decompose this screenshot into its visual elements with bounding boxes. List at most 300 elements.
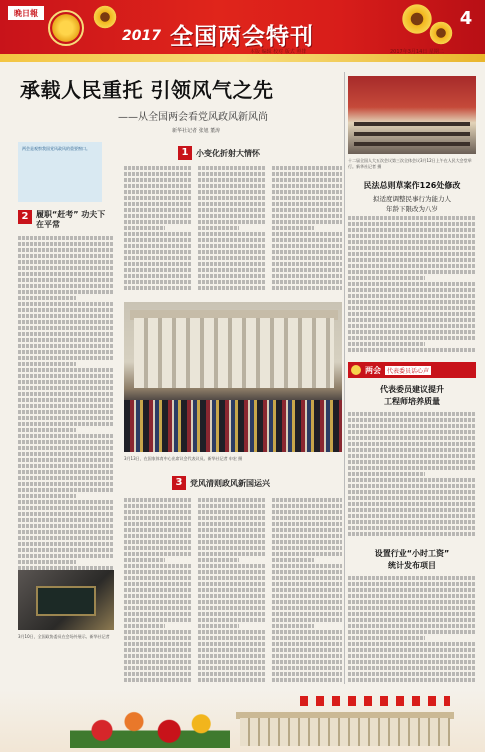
text-line xyxy=(198,522,266,526)
text-line xyxy=(198,606,266,610)
text-line xyxy=(18,560,76,564)
text-line xyxy=(124,594,192,598)
text-line xyxy=(124,196,192,200)
text-line xyxy=(348,576,476,580)
text-line xyxy=(272,600,342,604)
text-line xyxy=(198,268,266,272)
text-line xyxy=(18,326,114,330)
section-title: 小变化折射大情怀 xyxy=(196,148,260,158)
text-line xyxy=(198,256,266,260)
text-line xyxy=(348,660,476,664)
body-text-column xyxy=(348,576,476,686)
text-line xyxy=(348,672,476,676)
text-line xyxy=(198,498,266,502)
text-line xyxy=(124,552,192,556)
text-line xyxy=(18,470,114,474)
text-line xyxy=(348,424,476,428)
text-line xyxy=(18,500,114,504)
text-line xyxy=(18,398,114,402)
text-line xyxy=(18,302,114,306)
text-line xyxy=(198,678,266,682)
text-line xyxy=(272,576,342,580)
text-line xyxy=(18,254,114,258)
text-line xyxy=(18,392,114,396)
text-line xyxy=(18,368,114,372)
section-2-head xyxy=(18,210,106,230)
text-line xyxy=(198,190,266,194)
building-colonnade xyxy=(134,318,334,388)
national-emblem-icon xyxy=(48,10,84,46)
text-line xyxy=(348,336,476,340)
text-line xyxy=(124,558,165,562)
story-headline: 代表委员建议提升 xyxy=(380,385,444,394)
text-line xyxy=(272,534,342,538)
text-line xyxy=(198,214,266,218)
story-headline: 设置行业“小时工资” xyxy=(374,549,450,558)
text-line xyxy=(348,436,476,440)
text-line xyxy=(272,178,342,182)
text-line xyxy=(198,612,266,616)
text-line xyxy=(348,228,476,232)
text-line xyxy=(348,588,476,592)
great-hall-building xyxy=(240,718,450,746)
story-headline: 民法总则草案作126处修改 xyxy=(363,181,461,190)
text-line xyxy=(272,528,342,532)
text-line xyxy=(348,666,476,670)
text-line xyxy=(348,472,425,476)
text-line xyxy=(18,440,114,444)
text-line xyxy=(272,570,342,574)
text-line xyxy=(272,540,342,544)
text-line xyxy=(18,296,76,300)
text-line xyxy=(18,290,114,294)
text-line xyxy=(124,190,192,194)
body-text-column xyxy=(198,498,266,684)
text-line xyxy=(198,672,266,676)
delegate-crowd xyxy=(124,400,342,452)
article-subhead: ——从全国两会看党风政风新风尚 xyxy=(118,112,268,123)
section-number: 2 xyxy=(18,210,32,224)
text-line xyxy=(272,516,342,520)
text-line xyxy=(348,502,476,506)
footer-artwork xyxy=(0,690,485,752)
text-line xyxy=(198,178,266,182)
text-line xyxy=(198,244,266,248)
text-line xyxy=(198,516,266,520)
text-line xyxy=(124,280,192,284)
text-line xyxy=(124,606,192,610)
article-byline: 新华社记者 张旭 董涛 xyxy=(172,128,221,134)
text-line xyxy=(272,660,342,664)
text-line xyxy=(124,238,192,242)
text-line xyxy=(348,636,425,640)
seat-row xyxy=(354,132,470,136)
text-line xyxy=(124,618,192,622)
text-line xyxy=(18,518,114,522)
text-line xyxy=(198,600,266,604)
lianghui-tag: 代表委员话心声 xyxy=(387,367,430,375)
text-line xyxy=(348,478,476,482)
seat-row xyxy=(354,122,470,126)
page-number: 4 xyxy=(459,8,473,29)
text-line xyxy=(348,618,476,622)
lead-text: 两会是观察我国党风政风的重要窗口。 xyxy=(22,146,90,151)
session-photo xyxy=(348,76,476,154)
text-line xyxy=(124,504,192,508)
text-line xyxy=(198,654,266,658)
text-line xyxy=(272,630,342,634)
text-line xyxy=(272,190,342,194)
text-line xyxy=(348,330,476,334)
text-line xyxy=(124,208,192,212)
text-line xyxy=(18,344,114,348)
lianghui-label: 两会 xyxy=(365,365,381,375)
text-line xyxy=(348,222,476,226)
text-line xyxy=(18,404,114,408)
text-line xyxy=(348,654,476,658)
text-line xyxy=(18,446,114,450)
text-line xyxy=(272,250,342,254)
banner-stripe xyxy=(0,54,485,62)
text-line xyxy=(348,496,476,500)
text-line xyxy=(198,618,266,622)
text-line xyxy=(124,546,192,550)
text-line xyxy=(198,286,266,290)
text-line xyxy=(18,482,114,486)
text-line xyxy=(272,504,342,508)
text-line xyxy=(124,220,192,224)
text-line xyxy=(348,648,476,652)
text-line xyxy=(18,488,114,492)
text-line xyxy=(124,624,165,628)
text-line xyxy=(124,600,192,604)
text-line xyxy=(272,196,342,200)
text-line xyxy=(18,512,114,516)
text-line xyxy=(272,612,342,616)
text-line xyxy=(124,244,192,248)
text-line xyxy=(18,506,114,510)
text-line xyxy=(272,268,342,272)
text-line xyxy=(272,588,342,592)
text-line xyxy=(18,356,114,360)
text-line xyxy=(18,476,114,480)
text-line xyxy=(198,564,266,568)
text-line xyxy=(18,380,114,384)
body-text-column xyxy=(272,166,342,296)
text-line xyxy=(124,178,192,182)
text-line xyxy=(124,184,192,188)
text-line xyxy=(348,288,476,292)
text-line xyxy=(124,576,192,580)
text-line xyxy=(124,286,192,290)
text-line xyxy=(348,348,476,352)
text-line xyxy=(124,232,192,236)
text-line xyxy=(18,428,76,432)
text-line xyxy=(198,274,266,278)
text-line xyxy=(272,262,342,266)
text-line xyxy=(198,232,266,236)
text-line xyxy=(124,534,192,538)
text-line xyxy=(272,498,342,502)
text-line xyxy=(348,624,476,628)
text-line xyxy=(348,442,476,446)
story-headline: 统计发布项目 xyxy=(388,561,436,570)
text-line xyxy=(272,166,342,170)
text-line xyxy=(348,318,476,322)
section-line: 本版 编辑 校对 版式 照排 xyxy=(250,49,307,55)
text-line xyxy=(348,606,476,610)
text-line xyxy=(18,434,114,438)
body-text-column xyxy=(348,412,476,540)
text-line xyxy=(348,532,476,536)
text-line xyxy=(272,594,342,598)
text-line xyxy=(124,570,192,574)
text-line xyxy=(272,636,342,640)
text-line xyxy=(272,624,314,628)
text-line xyxy=(272,654,342,658)
section-number: 1 xyxy=(178,146,192,160)
text-line xyxy=(272,208,342,212)
text-line xyxy=(348,454,476,458)
text-line xyxy=(18,278,114,282)
text-line xyxy=(124,268,192,272)
lianghui-section-bar xyxy=(348,362,476,378)
text-line xyxy=(198,660,266,664)
lianghui-logo-icon xyxy=(351,365,361,375)
section-title: 党风清则政风新国运兴 xyxy=(190,478,270,488)
text-line xyxy=(348,412,476,416)
text-line xyxy=(348,630,476,634)
text-line xyxy=(18,554,114,558)
text-line xyxy=(198,558,239,562)
body-text-column xyxy=(272,498,342,684)
text-line xyxy=(124,630,192,634)
text-line xyxy=(124,214,192,218)
text-line xyxy=(198,184,266,188)
text-line xyxy=(198,588,266,592)
text-line xyxy=(18,548,114,552)
text-line xyxy=(198,172,266,176)
photo-object xyxy=(36,586,96,616)
text-line xyxy=(348,300,476,304)
column-divider xyxy=(344,72,345,684)
text-line xyxy=(272,256,342,260)
text-line xyxy=(272,522,342,526)
text-line xyxy=(124,564,192,568)
text-line xyxy=(198,208,266,212)
text-line xyxy=(198,250,266,254)
text-line xyxy=(198,510,266,514)
text-line xyxy=(348,240,476,244)
text-line xyxy=(272,214,342,218)
text-line xyxy=(272,184,342,188)
text-line xyxy=(348,418,476,422)
text-line xyxy=(272,678,342,682)
text-line xyxy=(198,220,266,224)
text-line xyxy=(18,314,114,318)
text-line xyxy=(18,416,114,420)
text-line xyxy=(348,216,476,220)
text-line xyxy=(198,540,266,544)
text-line xyxy=(18,236,114,240)
text-line xyxy=(348,324,476,328)
text-line xyxy=(124,540,192,544)
text-line xyxy=(272,558,314,562)
special-edition-title: 全国两会特刊 xyxy=(170,24,314,50)
text-line xyxy=(124,654,192,658)
text-line xyxy=(272,244,342,248)
text-line xyxy=(18,266,114,270)
text-line xyxy=(198,262,266,266)
text-line xyxy=(272,666,342,670)
text-line xyxy=(272,546,342,550)
text-line xyxy=(198,546,266,550)
text-line xyxy=(198,238,266,242)
text-line xyxy=(124,660,192,664)
text-line xyxy=(348,276,425,280)
text-line xyxy=(272,606,342,610)
text-line xyxy=(18,362,76,366)
paper-name: 晚日報 xyxy=(8,6,44,20)
text-line xyxy=(124,166,192,170)
sunflower-icon xyxy=(92,4,118,30)
text-line xyxy=(18,260,114,264)
text-line xyxy=(198,202,266,206)
text-line xyxy=(198,594,266,598)
text-line xyxy=(348,594,476,598)
text-line xyxy=(124,510,192,514)
text-line xyxy=(198,570,266,574)
seat-row xyxy=(354,142,470,146)
text-line xyxy=(348,252,476,256)
text-line xyxy=(272,238,342,242)
text-line xyxy=(18,284,114,288)
text-line xyxy=(348,490,476,494)
text-line xyxy=(18,542,114,546)
text-line xyxy=(272,232,342,236)
text-line xyxy=(18,308,114,312)
text-line xyxy=(198,636,266,640)
text-line xyxy=(348,270,476,274)
text-line xyxy=(198,624,239,628)
text-line xyxy=(272,220,342,224)
text-line xyxy=(18,536,114,540)
article-headline: 承载人民重托 引领风气之先 xyxy=(20,78,274,102)
section-3-head xyxy=(172,476,270,490)
text-line xyxy=(198,504,266,508)
text-line xyxy=(272,286,342,290)
story-subhead: 拟适度调整民事行为能力人 xyxy=(373,195,451,203)
text-line xyxy=(124,172,192,176)
body-text-column xyxy=(198,166,266,296)
text-line xyxy=(348,234,476,238)
text-line xyxy=(198,630,266,634)
text-line xyxy=(272,582,342,586)
secondary-photo xyxy=(18,570,114,630)
session-photo-caption: 十二届全国人大五次会议第三次全体会议3月12日上午在人民大会堂举行。新华社记者 摄 xyxy=(348,158,472,169)
text-line xyxy=(272,172,342,176)
text-line xyxy=(18,464,114,468)
text-line xyxy=(348,514,476,518)
flag-row xyxy=(300,696,450,706)
story-headline: 工程师培养质量 xyxy=(384,397,440,406)
text-line xyxy=(198,648,266,652)
text-line xyxy=(198,166,266,170)
section-number: 3 xyxy=(172,476,186,490)
text-line xyxy=(348,294,476,298)
text-line xyxy=(348,484,476,488)
text-line xyxy=(18,332,114,336)
main-article xyxy=(12,70,342,690)
sunflower-icon xyxy=(428,20,454,46)
text-line xyxy=(198,666,266,670)
text-line xyxy=(124,582,192,586)
text-line xyxy=(124,226,165,230)
text-line xyxy=(124,648,192,652)
section-title: 履职“赶考” 功夫下在平常 xyxy=(36,210,106,229)
secondary-photo-caption: 3月10日，全国政协委员在会场外展示。新华社记者 xyxy=(18,634,110,639)
text-line xyxy=(18,524,114,528)
text-line xyxy=(198,582,266,586)
text-line xyxy=(124,274,192,278)
body-text-column xyxy=(18,236,114,624)
text-line xyxy=(272,202,342,206)
text-line xyxy=(198,280,266,284)
text-line xyxy=(348,264,476,268)
text-line xyxy=(348,466,476,470)
text-line xyxy=(348,508,476,512)
text-line xyxy=(18,494,76,498)
text-line xyxy=(272,280,342,284)
text-line xyxy=(18,410,114,414)
text-line xyxy=(348,600,476,604)
text-line xyxy=(198,576,266,580)
text-line xyxy=(272,672,342,676)
text-line xyxy=(348,430,476,434)
text-line xyxy=(348,460,476,464)
body-text-column xyxy=(124,498,192,684)
body-text-column xyxy=(348,216,476,358)
masthead-banner xyxy=(0,0,485,62)
flower-bed xyxy=(70,704,230,748)
text-line xyxy=(348,612,476,616)
text-line xyxy=(272,642,342,646)
text-line xyxy=(198,552,266,556)
date-line: 2017年3月14日 星期二 xyxy=(390,49,444,55)
text-line xyxy=(272,552,342,556)
text-line xyxy=(348,342,425,346)
text-line xyxy=(272,226,314,230)
text-line xyxy=(124,642,192,646)
body-text-column xyxy=(124,166,192,296)
text-line xyxy=(348,448,476,452)
text-line xyxy=(124,250,192,254)
text-line xyxy=(198,528,266,532)
text-line xyxy=(124,588,192,592)
text-line xyxy=(18,338,114,342)
text-line xyxy=(124,522,192,526)
text-line xyxy=(18,272,114,276)
text-line xyxy=(18,530,114,534)
lead-box xyxy=(18,142,102,202)
text-line xyxy=(348,678,476,682)
text-line xyxy=(272,648,342,652)
text-line xyxy=(348,258,476,262)
main-photo xyxy=(124,302,342,452)
text-line xyxy=(198,642,266,646)
text-line xyxy=(18,422,114,426)
text-line xyxy=(348,520,476,524)
